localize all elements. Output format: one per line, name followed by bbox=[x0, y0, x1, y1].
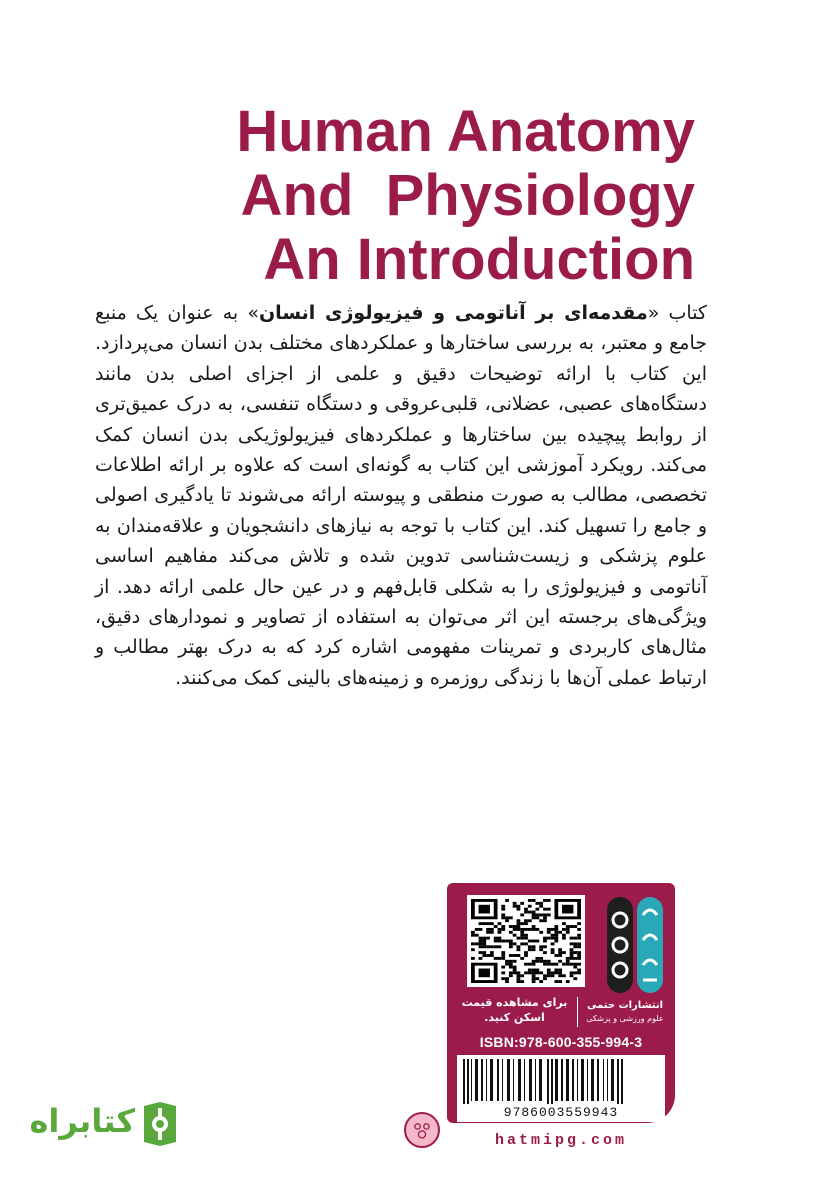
qr-code[interactable] bbox=[467, 895, 585, 987]
scan-note-line-2: اسکن کنید. bbox=[484, 1011, 545, 1024]
description-pre: کتاب « bbox=[647, 302, 707, 324]
publisher-website[interactable]: hatmipg.com bbox=[494, 1132, 628, 1149]
publisher-panel bbox=[447, 883, 675, 1123]
barcode-number: 9786003559943 bbox=[457, 1104, 665, 1122]
scan-note-line-1: برای مشاهده قیمت bbox=[461, 996, 568, 1009]
publisher-logo bbox=[605, 895, 665, 995]
description-body: » به عنوان یک منبع جامع و معتبر، به بررسی ساختارها و عملکردهای مختلف بدن انسان می‌پردازد. این کتاب با ارائه توضیحات دقیق و علمی از اجزای اصلی بدن مانند دستگاه‌های عصبی، عضلانی، قلبی‌عروقی و دستگاه تنفسی، به درک عمیق‌تری از روابط پیچیده بین ساختارها و عملکردهای فیزیولوژیکی بدن انسان کمک می‌کند. رویکرد آموزشی این کتاب به گونه‌ای است که علاوه بر ارائه اطلاعات تخصصی، مطالب به صورت منطقی و پیوسته ارائه می‌شوند تا یادگیری اصولی و جامع را تسهیل کند. این کتاب با توجه به نیازهای دانشجویان و علاقه‌مندان به علوم پزشکی و زیست‌شناسی تدوین شده و تلاش می‌کند مفاهیم اساسی آناتومی و فیزیولوژی را به شکلی قابل‌فهم و در عین حال علمی ارائه دهد. از ویژگی‌های برجسته این اثر می‌توان به استفاده از تصاویر و نمودارهای دقیق، مثال‌های کاربردی و تمرینات مفهومی اشاره کرد که به درک بهتر مطالب و ارتباط عملی آن‌ها با زندگی روزمره و زمینه‌های بالینی کمک می‌کنند. bbox=[95, 302, 707, 689]
barcode-graphic bbox=[457, 1055, 665, 1105]
qr-code-graphic bbox=[471, 899, 581, 983]
store-book-icon bbox=[138, 1100, 182, 1148]
title-line-2: And Physiology bbox=[240, 163, 695, 228]
title-line-3: An Introduction bbox=[263, 227, 695, 292]
publisher-round-icon bbox=[404, 1112, 440, 1148]
barcode bbox=[457, 1055, 665, 1105]
publisher-subtitle: علوم ورزشی و پزشکی bbox=[586, 1014, 664, 1023]
store-logo-text: کتابراه bbox=[29, 1102, 135, 1140]
panel-divider bbox=[577, 997, 578, 1027]
isbn: ISBN:978-600-355-994-3 bbox=[479, 1034, 643, 1050]
book-description bbox=[95, 298, 707, 693]
publisher-name: انتشارات حتمی bbox=[586, 1000, 664, 1011]
description-book-name: مقدمه‌ای بر آناتومی و فیزیولوژی انسان bbox=[258, 302, 648, 324]
book-title bbox=[95, 100, 695, 292]
scan-note bbox=[457, 995, 572, 1025]
title-line-1: Human Anatomy bbox=[236, 99, 695, 164]
